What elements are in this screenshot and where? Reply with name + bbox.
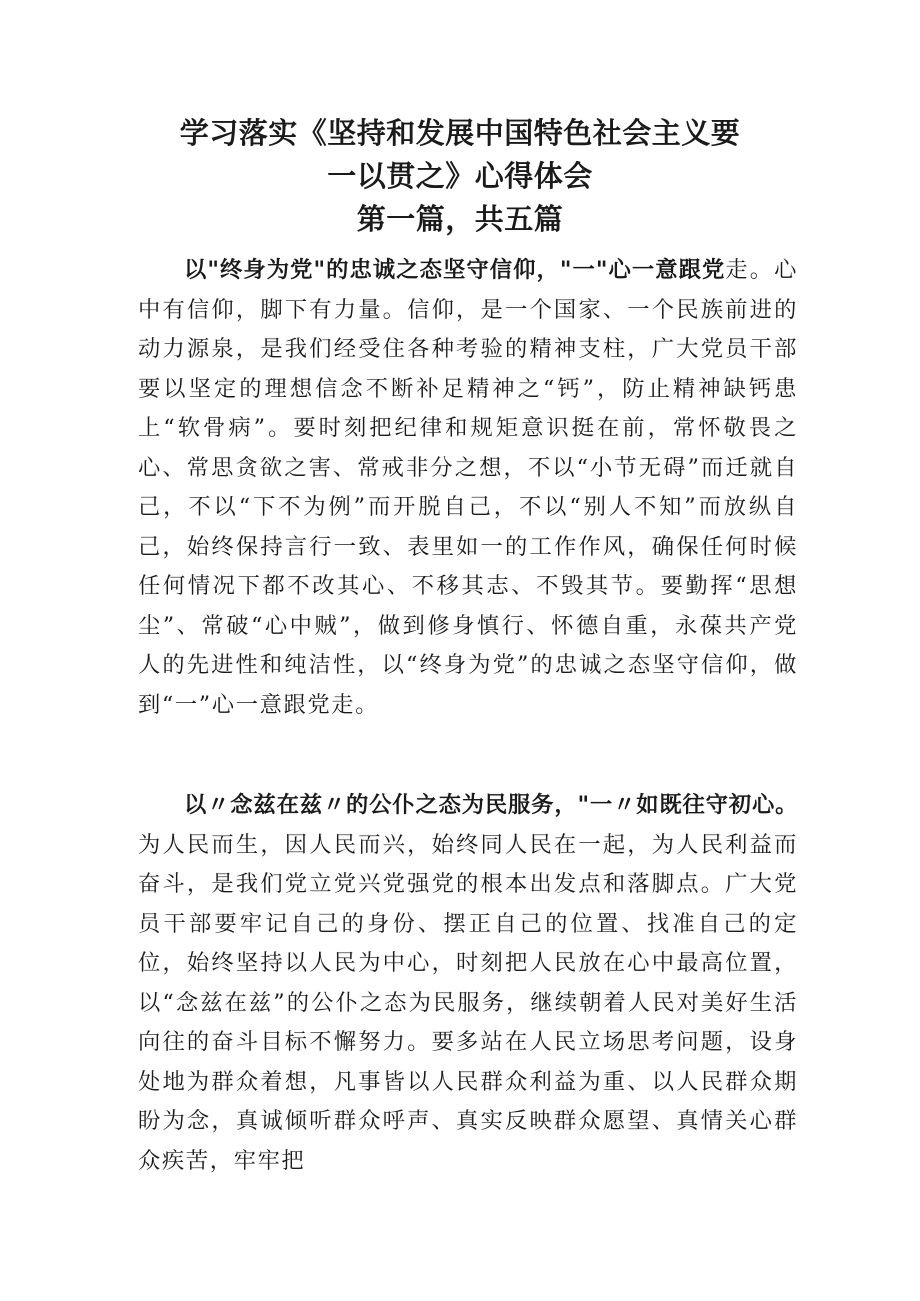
paragraph-2-body: 为人民而生，因人民而兴，始终同人民在一起，为人民利益而奋斗，是我们党立党兴党强党的根本出发点和落脚点。广大党员干部要牢记自己的身份、摆正自己的位置、找准自己的定位，始终坚持以人民为中心，时刻把人民放在心中最高位置，以“念兹在兹”的公仆之态为民服务，继续朝着人民对美好生活向往的奋斗目标不懈努力。要多站在人民立场思考问题，设身处地为群众着想，凡事皆以人民群众利益为重、以人民群众期盼为念，真诚倾听群众呼声、真实反映群众愿望、真情关心群众疾苦，牢牢把 (138, 831, 798, 1174)
paragraph-1 (138, 251, 798, 725)
paragraph-2-lead: 以〃念兹在兹〃的公仆之态为民服务，"一〃如既往守初心。 (184, 792, 798, 818)
paragraph-2 (138, 786, 798, 1181)
document-title-line-1: 学习落实《坚持和发展中国特色社会主义要 (179, 116, 741, 150)
document-subtitle: 第一篇，共五篇 (356, 202, 564, 236)
paragraph-1-body: 走。心中有信仰，脚下有力量。信仰，是一个国家、一个民族前进的动力源泉，是我们经受住各种考验的精神支柱，广大党员干部要以坚定的理想信念不断补足精神之“钙”，防止精神缺钙患上“软骨病”。要时刻把纪律和规矩意识挺在前，常怀敬畏之心、常思贪欲之害、常戒非分之想，不以“小节无碍”而迁就自己，不以“下不为例”而开脱自己，不以“别人不知”而放纵自己，始终保持言行一致、表里如一的工作作风，确保任何时候任何情况下都不改其心、不移其志、不毁其节。要勤挥“思想尘”、常破“心中贼”，做到修身慎行、怀德自重，永葆共产党人的先进性和纯洁性，以“终身为党”的忠诚之态坚守信仰，做到“一”心一意跟党走。 (138, 257, 798, 718)
paragraph-1-lead: 以"终身为党"的忠诚之态坚守信仰，"一"心一意跟党 (184, 257, 726, 283)
document-title-line-2: 一以贯之》心得体会 (327, 159, 593, 193)
